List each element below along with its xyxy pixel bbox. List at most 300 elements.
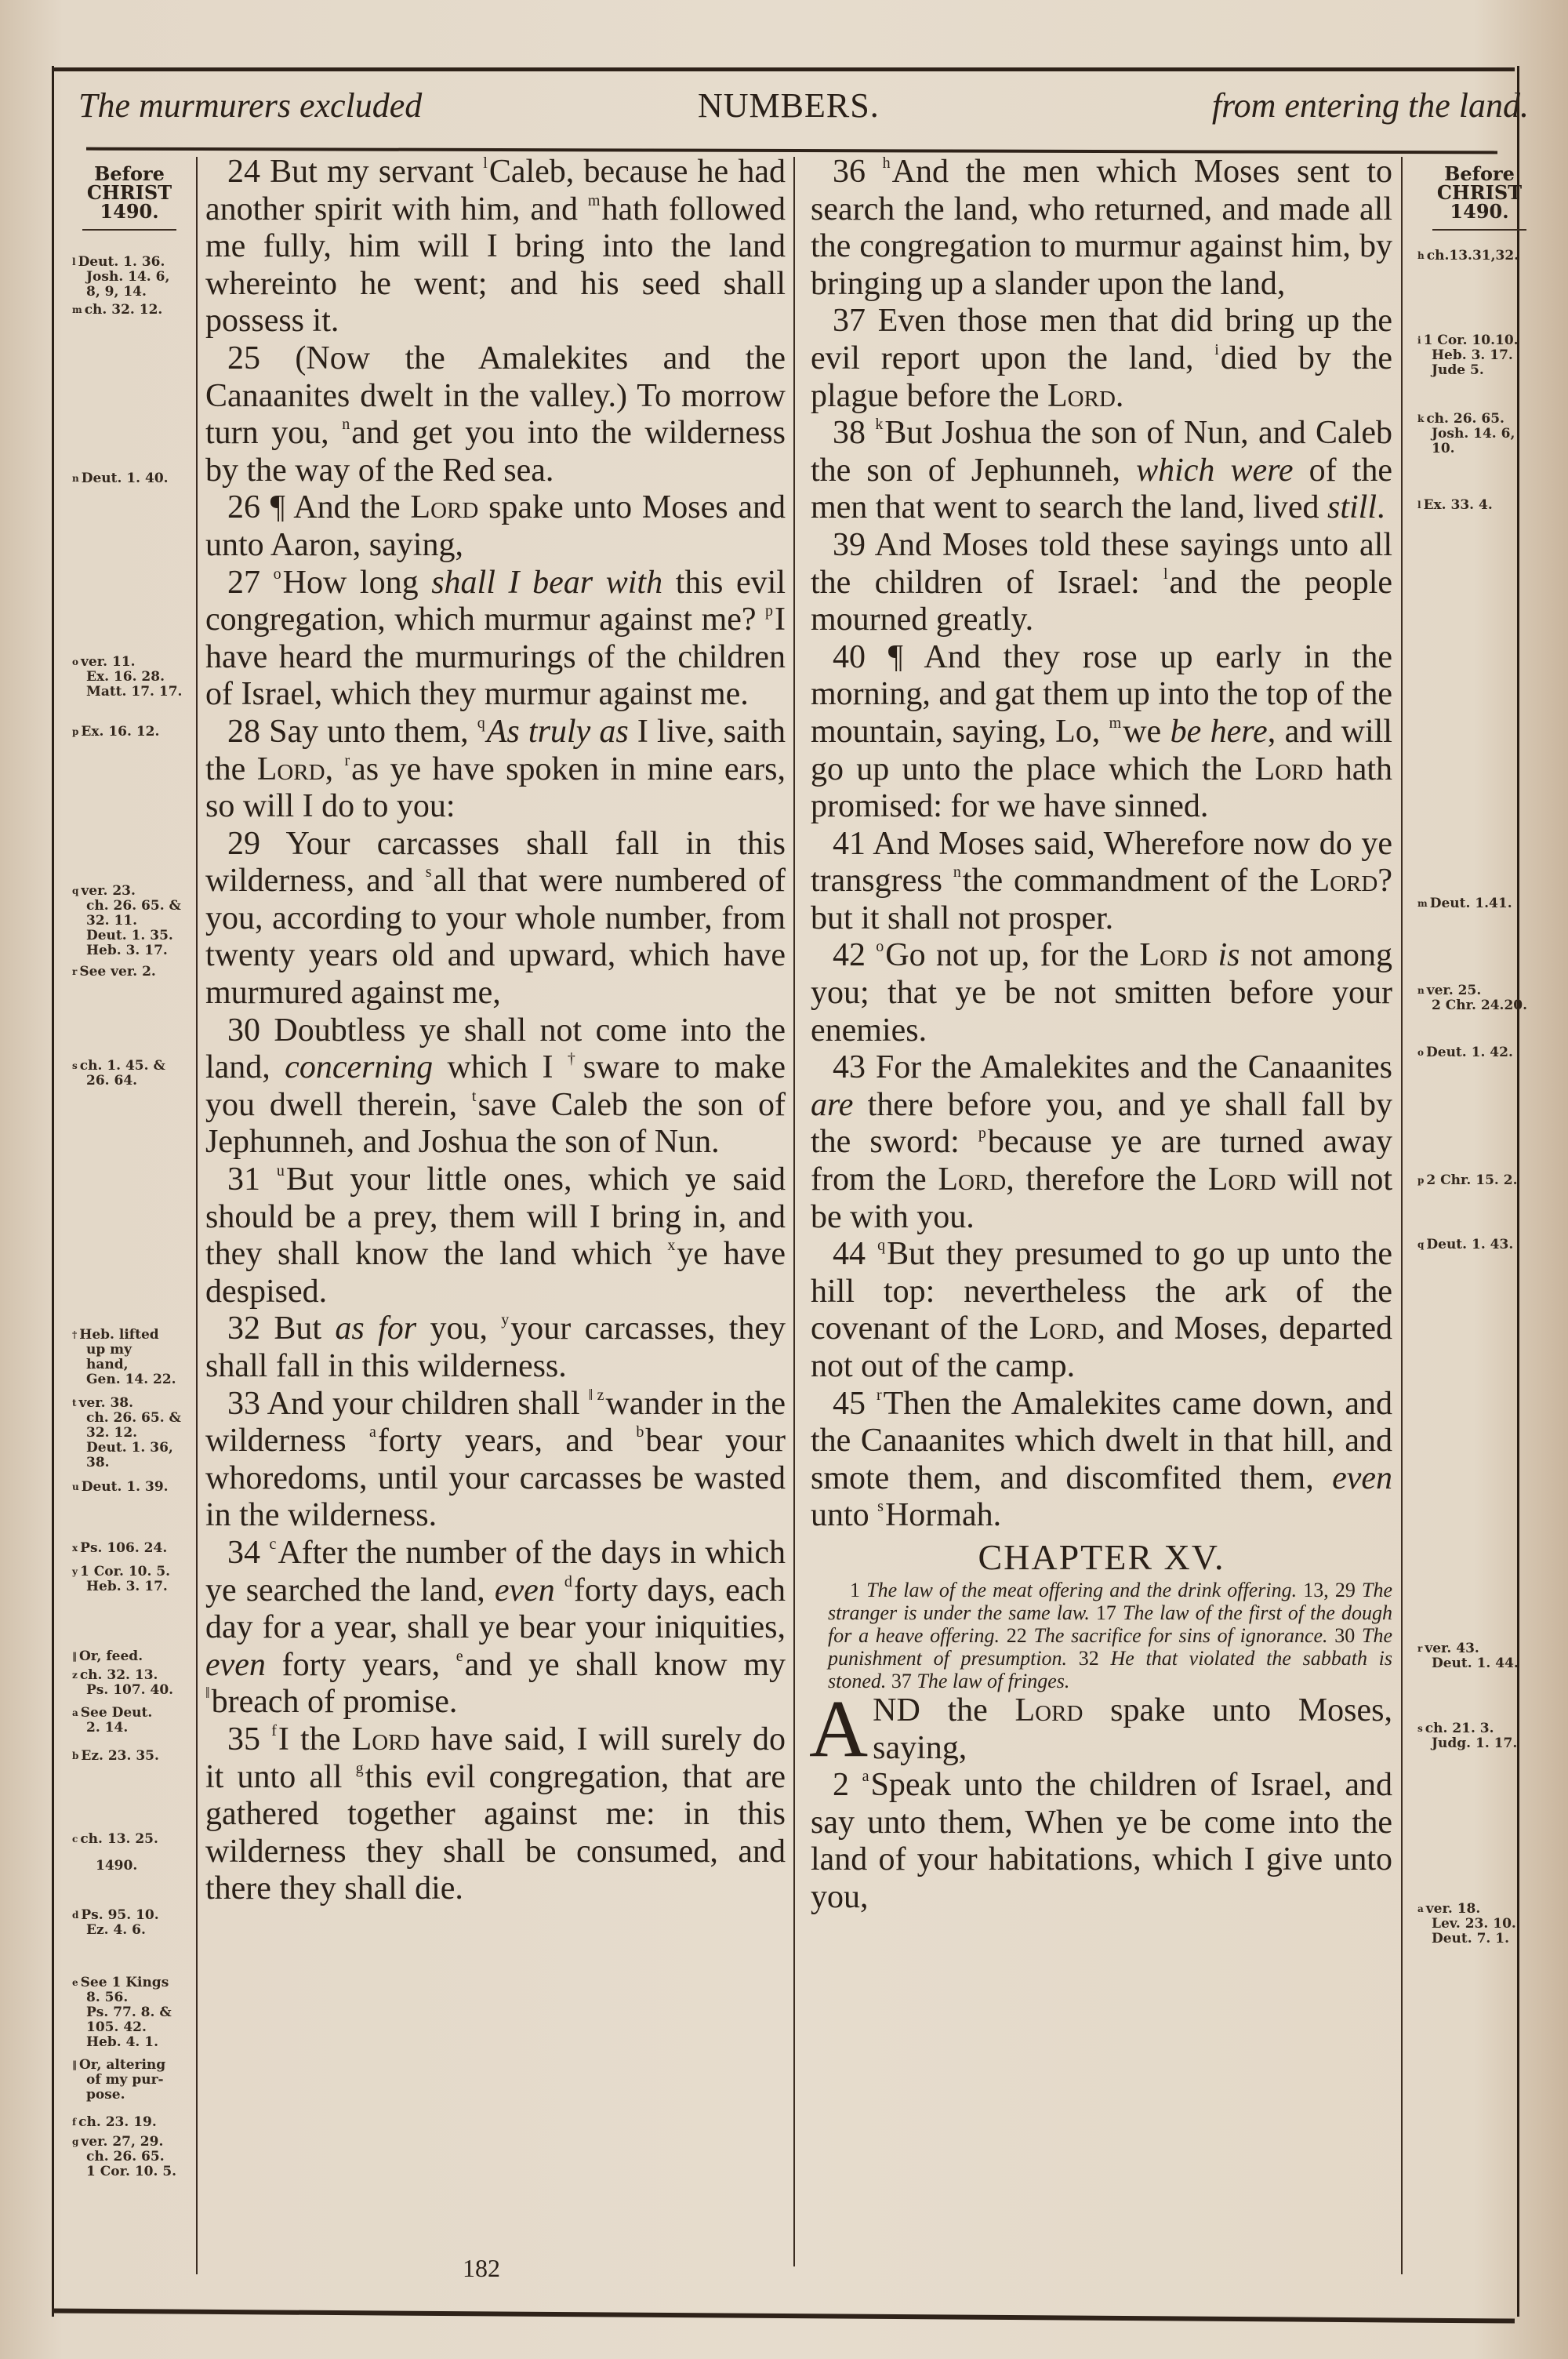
verse-text: and ye shall know my (464, 1646, 786, 1683)
verse-text: forty years, (265, 1646, 456, 1683)
verse-text: 42 (833, 937, 877, 974)
verse-text: not among you; that ye be not smitten before your enemies. (811, 937, 1393, 1049)
verse-text: But they presumed to go up unto the hill top: nevertheless the ark of the covenant of the (811, 1236, 1392, 1347)
chapter-summary (811, 1579, 1392, 1692)
verse-text: ye have despised. (205, 1236, 786, 1310)
italic-text: be here (1170, 713, 1268, 750)
verse-text: hath followed me fully, him will I bring into the land whereinto he went; and his seed shall possess it. (205, 191, 786, 340)
note-key: z (72, 1670, 78, 1681)
italic-text: concerning (285, 1049, 434, 1086)
note-line: Ez. 23. 35. (81, 1748, 159, 1764)
note-key: a (72, 1707, 78, 1718)
verse-text: Speak unto the children of Israel, and say unto them, When ye be come into the land of your habitations, which I give unto you, (811, 1767, 1392, 1915)
note-key: o (1417, 1047, 1425, 1058)
note-line: Heb. 4. 1. (86, 2034, 159, 2050)
verse-text: died by the plague before the (811, 340, 1392, 414)
verse-text: 2 (833, 1767, 862, 1804)
verse (205, 1161, 786, 1310)
italic-text: still (1327, 489, 1377, 526)
verse-text: . (1115, 377, 1124, 414)
cross-reference-note (1417, 1045, 1551, 1060)
note-line: Ex. 33. 4. (1423, 497, 1493, 513)
verse-text: 41 And Moses said, Wherefore now do ye transgress (811, 825, 1392, 900)
cross-reference-note (72, 303, 198, 318)
reference-mark: ‖ z (588, 1386, 604, 1404)
summary-topic: The law of fringes. (916, 1669, 1070, 1692)
verse (811, 639, 1392, 826)
verse-text: , therefore the (1006, 1161, 1208, 1198)
italic-text: even (205, 1646, 266, 1683)
note-line: 8, 9, 14. (86, 284, 147, 300)
note-line: ver. 23. (81, 883, 136, 899)
chapter-15-verse-1 (809, 1683, 1392, 1774)
verse-text: , and Moses, departed not out of the camp. (811, 1310, 1392, 1384)
verse-text: , (325, 751, 345, 787)
heading-before: Before (1444, 162, 1515, 185)
summary-text (811, 1579, 1392, 1692)
verse-text: you, (416, 1310, 502, 1347)
reference-mark: k (875, 416, 884, 434)
verse (205, 489, 786, 564)
note-line: Ex. 16. 28. (86, 669, 165, 685)
note-line: ver. 27, 29. (81, 2134, 164, 2150)
small-caps-lord: Lord (1254, 751, 1323, 787)
summary-topic: The law of the first of the dough for a heave offering. (828, 1601, 1392, 1647)
verse (811, 527, 1392, 639)
left-text-column (205, 154, 786, 1908)
verse-text: Then the Amalekites came down, and the Canaanites which dwelt in that hill, and smote them, and discomfited them, (811, 1385, 1392, 1496)
note-line: Or, altering (79, 2057, 166, 2073)
chapter-15-verse-2 (811, 1767, 1392, 1916)
verse-text: because ye are turned away from the (811, 1124, 1392, 1198)
verse-text: I the (278, 1721, 352, 1757)
note-line: ver. 38. (78, 1395, 134, 1411)
verse-text: I have heard the murmurings of the children of Israel, which they murmur against me. (205, 602, 786, 713)
note-line: ch. 26. 65. (1426, 411, 1504, 427)
note-line: 1 Cor. 10. 5. (79, 1564, 171, 1579)
top-rule (52, 67, 1515, 71)
summary-topic: The stranger is under the same law. (828, 1578, 1392, 1624)
reference-mark: x (667, 1237, 676, 1255)
verse-text: the commandment of the (962, 863, 1310, 900)
verse-text (1207, 937, 1218, 973)
cross-reference-note (72, 2115, 198, 2130)
cross-reference-note (1417, 1238, 1551, 1252)
verse-text: Go not up, for the (885, 937, 1140, 974)
reference-mark: p (765, 602, 773, 620)
verse-text: this evil congregation, that are gathered together against me: in this wilderness they shall be consumed, and there they shall die. (205, 1758, 786, 1907)
small-caps-lord: Lord (1309, 863, 1378, 900)
verse-text: 24 But my servant (227, 154, 484, 190)
note-line: ch. 26. 65. & (86, 898, 181, 914)
italic-text: which were (1136, 452, 1294, 489)
note-line: Josh. 14. 6, (86, 269, 170, 285)
verse-text: breach of promise. (211, 1684, 458, 1721)
italic-text: even (1332, 1459, 1392, 1496)
note-line: See 1 Kings (80, 1975, 169, 1990)
verse (811, 415, 1392, 527)
summary-topic: The punishment of presumption. (828, 1623, 1393, 1670)
note-key: l (72, 256, 76, 267)
verse-text: 37 Even those men that did bring up the evil report upon the land, (811, 303, 1392, 376)
verse-text (555, 1572, 564, 1608)
note-line: Deut. 1. 40. (81, 471, 169, 486)
verse-text: . (1377, 489, 1385, 526)
note-key: s (1417, 1723, 1423, 1734)
summary-verse-number: 32 (1078, 1646, 1111, 1670)
note-key: ‖ (72, 2059, 77, 2070)
verse-text: After the number of the days in which ye searched the land, (205, 1534, 786, 1608)
note-key: d (72, 1910, 79, 1921)
small-caps-lord: Lord (256, 751, 325, 787)
cross-reference-note (72, 1832, 198, 1847)
verse (811, 1049, 1392, 1236)
verse-text: hath promised: for we have sinned. (811, 751, 1392, 825)
reference-mark: b (636, 1423, 644, 1441)
reference-mark: t (471, 1087, 477, 1105)
verse (811, 303, 1392, 415)
verse-text: spake unto Moses, saying, (873, 1692, 1392, 1766)
note-line: ch. 26. 65. & (86, 1410, 181, 1426)
note-key: p (1417, 1175, 1425, 1186)
note-line: Ex. 16. 12. (81, 724, 160, 740)
verse (205, 1310, 786, 1385)
verse-text: 35 (227, 1721, 272, 1757)
note-key: r (72, 966, 78, 977)
verse (811, 826, 1392, 938)
verse-text: ND the (873, 1692, 1015, 1728)
note-key: p (72, 726, 79, 737)
reference-mark: q (477, 714, 485, 732)
verse-text: and get you into the wilderness by the way of the Red sea. (205, 415, 786, 489)
verse-text: But your little ones, which ye said should be a prey, them will I bring in, and they shall know the land which (205, 1161, 786, 1273)
verse-text: we (1123, 713, 1171, 750)
note-key: x (72, 1543, 78, 1554)
verse (205, 340, 786, 489)
reference-mark: n (342, 416, 350, 434)
left-margin-heading (71, 162, 188, 231)
note-line: 1 Cor. 10.10. (1423, 333, 1519, 348)
verse-text: 29 Your carcasses shall fall in this wilderness, and (205, 825, 786, 900)
cross-reference-note (72, 2058, 198, 2103)
verse (205, 826, 786, 1012)
note-line: Ps. 106. 24. (80, 1540, 168, 1556)
verse-text: unto (811, 1497, 878, 1534)
verse (811, 1386, 1392, 1535)
right-text-column (811, 154, 1392, 1917)
italic-text: even (494, 1572, 555, 1608)
note-key: s (72, 1060, 78, 1071)
summary-verse-number: 17 (1095, 1601, 1123, 1624)
heading-christ: CHRIST (86, 181, 172, 204)
note-key: f (72, 2117, 77, 2128)
verse-text: have said, I will surely do it unto all (205, 1721, 786, 1795)
note-line: 8. 56. (86, 1990, 129, 2005)
note-line: Deut. 1. 44. (1432, 1656, 1519, 1671)
cross-reference-note (72, 1541, 198, 1556)
small-caps-lord: Lord (1029, 1310, 1098, 1347)
note-key: m (72, 304, 82, 315)
verse-text: Hormah. (884, 1497, 1002, 1534)
summary-topic: The law of the meat offering and the drink offering. (866, 1578, 1304, 1601)
verse-text: wander in the wilderness (205, 1385, 786, 1459)
note-key: e (72, 1977, 78, 1988)
header-left: The murmurers excluded (78, 86, 423, 125)
note-line: 10. (1432, 441, 1455, 456)
cross-reference-note (72, 1706, 198, 1736)
summary-verse-number: 22 (1006, 1623, 1034, 1647)
verse-text: save Caleb the son of Jephunneh, and Joshua the son of Nun. (205, 1086, 786, 1161)
cross-reference-note (72, 1059, 198, 1089)
cross-reference-note (72, 725, 198, 740)
chapter-heading: CHAPTER XV. (978, 1536, 1225, 1577)
cross-reference-note (72, 965, 198, 980)
small-caps-lord: Lord (1047, 377, 1116, 414)
cross-reference-note (72, 1480, 198, 1495)
summary-verse-number: 1 (850, 1578, 867, 1601)
cross-reference-note (72, 1908, 198, 1938)
italic-text: is (1218, 937, 1240, 974)
note-line: Or, feed. (79, 1648, 143, 1664)
reference-mark: m (1109, 714, 1122, 732)
verse-text: 25 (Now the Amalekites and the Canaanites dwelt in the valley.) To morrow turn you, (205, 340, 786, 452)
note-key: b (72, 1750, 79, 1761)
heading-year: 1490. (1450, 200, 1509, 223)
note-line: Heb. 3. 17. (1432, 347, 1513, 363)
note-key: r (1417, 1643, 1423, 1654)
cross-reference-note (1417, 333, 1551, 378)
reference-mark: r (876, 1386, 882, 1404)
heading-rule (1432, 229, 1526, 231)
cross-reference-note (1417, 1902, 1551, 1946)
note-line: Heb. lifted (79, 1327, 159, 1343)
cross-reference-note (72, 884, 198, 958)
reference-mark: r (344, 751, 350, 769)
summary-verse-number: 30 (1334, 1623, 1363, 1647)
note-line: Deut. 1. 43. (1426, 1237, 1514, 1252)
cross-reference-note (72, 471, 198, 486)
verse (811, 937, 1392, 1049)
verse-text: all that were numbered of you, according to your whole number, from twenty years old and upward, which have murmured against me, (205, 863, 786, 1012)
note-line: ver. 43. (1425, 1641, 1479, 1656)
verse-text: forty days, each day for a year, shall ye bear your iniquities, (205, 1572, 786, 1646)
cross-reference-note (72, 2135, 198, 2179)
reference-mark: o (876, 938, 884, 956)
note-line: Deut. 1. 35. (86, 928, 173, 943)
verse-text: 45 (833, 1385, 877, 1422)
drop-cap: A (809, 1683, 869, 1774)
note-line: 32. 12. (86, 1425, 138, 1441)
verse-text: 36 (833, 154, 883, 190)
reference-mark: ‖ (205, 1685, 210, 1703)
note-line: 26. 64. (86, 1073, 138, 1089)
verse (205, 154, 786, 340)
note-line: ch. 1. 45. & (79, 1058, 165, 1074)
verse-text: 32 But (227, 1310, 336, 1347)
note-line: 38. (86, 1455, 110, 1470)
note-line: Jude 5. (1432, 362, 1484, 378)
note-line: Deut. 1. 36. (78, 254, 165, 270)
note-line: Gen. 14. 22. (86, 1372, 176, 1387)
verse-text: 27 (227, 564, 274, 601)
note-line: pose. (86, 2087, 125, 2103)
small-caps-lord: Lord (410, 489, 479, 526)
reference-mark: s (425, 863, 432, 881)
cross-reference-note (72, 655, 198, 700)
reference-mark: a (369, 1423, 376, 1441)
verse-text: Caleb, because he had another spirit with him, and (205, 154, 786, 227)
verse (205, 1721, 786, 1908)
reference-mark: o (273, 565, 281, 583)
note-key: q (72, 885, 79, 896)
reference-mark: d (564, 1572, 572, 1590)
italic-text: shall I bear with (431, 564, 663, 601)
note-line: Deut. 1.41. (1429, 896, 1512, 911)
verse-text: there before you, and ye shall fall by the sword: (811, 1086, 1392, 1161)
note-line: ver. 25. (1426, 983, 1482, 998)
verse-text: And the men which Moses sent to search the land, who returned, and made all the congregation to murmur against him, by bringing up a slander upon the land, (811, 154, 1393, 302)
reference-mark: m (587, 191, 601, 209)
note-key: g (72, 2136, 79, 2147)
note-line: Lev. 23. 10. (1432, 1916, 1516, 1932)
heading-christ: CHRIST (1436, 181, 1523, 204)
small-caps-lord: Lord (1139, 937, 1208, 974)
note-line: ch. 13. 25. (80, 1831, 158, 1847)
heading-year: 1490. (100, 200, 159, 223)
note-line: See Deut. (80, 1705, 153, 1721)
note-key: o (72, 656, 79, 667)
verse-text: 34 (227, 1534, 270, 1571)
verse-text: sware to make you dwell therein, (205, 1049, 786, 1123)
verse-text: of the men that went to search the land, lived (811, 452, 1392, 526)
summary-topic: He that violated the sabbath is stoned. (828, 1646, 1393, 1692)
note-key: i (1417, 335, 1421, 346)
note-key: ‖ (72, 1651, 77, 1662)
verse (811, 154, 1392, 303)
verse-text: forty years, and (377, 1423, 637, 1459)
note-line: Judg. 1. 17. (1432, 1736, 1518, 1751)
italic-text: as for (335, 1310, 417, 1347)
note-line: Ps. 95. 10. (81, 1907, 159, 1923)
note-line: ver. 11. (81, 654, 136, 670)
note-line: Deut. 7. 1. (1432, 1931, 1510, 1946)
verse (205, 1386, 786, 1535)
note-line: of my pur- (86, 2072, 164, 2088)
note-line: 2. 14. (86, 1720, 129, 1736)
reference-mark: c (269, 1535, 277, 1553)
note-line: 32. 11. (86, 913, 138, 929)
note-key: c (72, 1834, 78, 1845)
italic-text: are (811, 1086, 854, 1123)
note-line: ch. 23. 19. (78, 2114, 157, 2130)
cross-reference-note (72, 1649, 198, 1664)
verse-text: ? but it shall not prosper. (811, 863, 1392, 936)
cross-reference-note (1417, 983, 1551, 1013)
header-book-title: NUMBERS. (698, 86, 880, 125)
reference-mark: a (862, 1768, 869, 1786)
heading-before: Before (94, 162, 165, 185)
verse-text: spake unto Moses and unto Aaron, saying, (205, 489, 786, 563)
note-key: u (72, 1481, 79, 1492)
note-key: † (72, 1329, 78, 1340)
divider-right-margin (1401, 157, 1403, 2274)
header-right: from entering the land. (1211, 86, 1529, 125)
note-key: q (1417, 1239, 1425, 1250)
verse-text: I live, saith the (205, 713, 786, 787)
reference-mark: h (882, 154, 891, 172)
verse-text: will not be with you. (811, 1161, 1392, 1235)
cross-reference-note (72, 255, 198, 300)
reference-mark: y (501, 1311, 510, 1329)
cross-reference-note (1417, 896, 1551, 911)
verse-text: How long (282, 564, 432, 601)
note-line: ch.13.31,32. (1426, 248, 1519, 264)
verse (811, 1236, 1392, 1385)
verse-text: 44 (833, 1236, 878, 1273)
small-caps-lord: Lord (1207, 1161, 1276, 1198)
cross-reference-note (72, 1749, 198, 1764)
note-line: 1 Cor. 10. 5. (86, 2164, 177, 2179)
note-line: up my (86, 1342, 132, 1358)
reference-mark: † (567, 1050, 582, 1068)
reference-mark: f (271, 1721, 277, 1739)
note-line: Deut. 1. 39. (81, 1479, 169, 1495)
verse (205, 714, 786, 826)
verse-text: 31 (227, 1161, 277, 1198)
note-line: ch. 32. 13. (79, 1667, 158, 1683)
cross-reference-note (1417, 1641, 1551, 1671)
verse-text: bear your whoredoms, until your carcasses be wasted in the wilderness. (205, 1423, 786, 1534)
summary-verse-number: 13, 29 (1303, 1578, 1362, 1601)
reference-mark: n (953, 863, 961, 881)
note-line: ch. 21. 3. (1425, 1721, 1494, 1736)
verse-text: which I (433, 1049, 568, 1086)
summary-topic: The sacrifice for sins of ignorance. (1033, 1623, 1335, 1647)
cross-reference-note (1417, 249, 1551, 264)
note-line: 1490. (96, 1858, 138, 1874)
note-key: y (72, 1566, 78, 1577)
verse-text: 40 ¶ And they rose up early in the morning, and gat them up into the top of the mountain, saying, Lo, (811, 638, 1392, 750)
note-key: n (72, 473, 79, 484)
cross-reference-note (1417, 1721, 1551, 1751)
note-line: Ez. 4. 6. (86, 1922, 146, 1938)
right-margin-heading (1421, 162, 1538, 231)
cross-reference-note (72, 1668, 198, 1698)
note-line: Josh. 14. 6, (1432, 426, 1515, 442)
chapter-14-verses (811, 154, 1392, 1535)
reference-mark: l (483, 154, 488, 172)
small-caps-lord: Lord (351, 1721, 420, 1757)
note-key: t (72, 1398, 77, 1408)
verse-text: 38 (833, 415, 876, 452)
verse-text: 33 And your children shall (227, 1385, 589, 1422)
reference-mark: p (978, 1125, 986, 1143)
note-line: Heb. 3. 17. (86, 1579, 168, 1594)
page-number: 182 (463, 2254, 500, 2282)
summary-verse-number: 37 (891, 1669, 917, 1692)
note-line: Deut. 1. 36, (86, 1440, 173, 1456)
verse-text: your carcasses, they shall fall in this wilderness. (205, 1310, 786, 1384)
note-line: 2 Chr. 24.20. (1432, 998, 1528, 1013)
running-header (78, 82, 1529, 137)
verse-text: as ye have spoken in mine ears, so will I do to you: (205, 751, 786, 825)
note-line: Deut. 1. 42. (1426, 1045, 1513, 1060)
cross-reference-note (72, 1328, 198, 1387)
verse (205, 565, 786, 714)
note-line: Ps. 107. 40. (86, 1682, 174, 1698)
reference-mark: u (276, 1162, 285, 1180)
note-key: a (1417, 1903, 1424, 1914)
